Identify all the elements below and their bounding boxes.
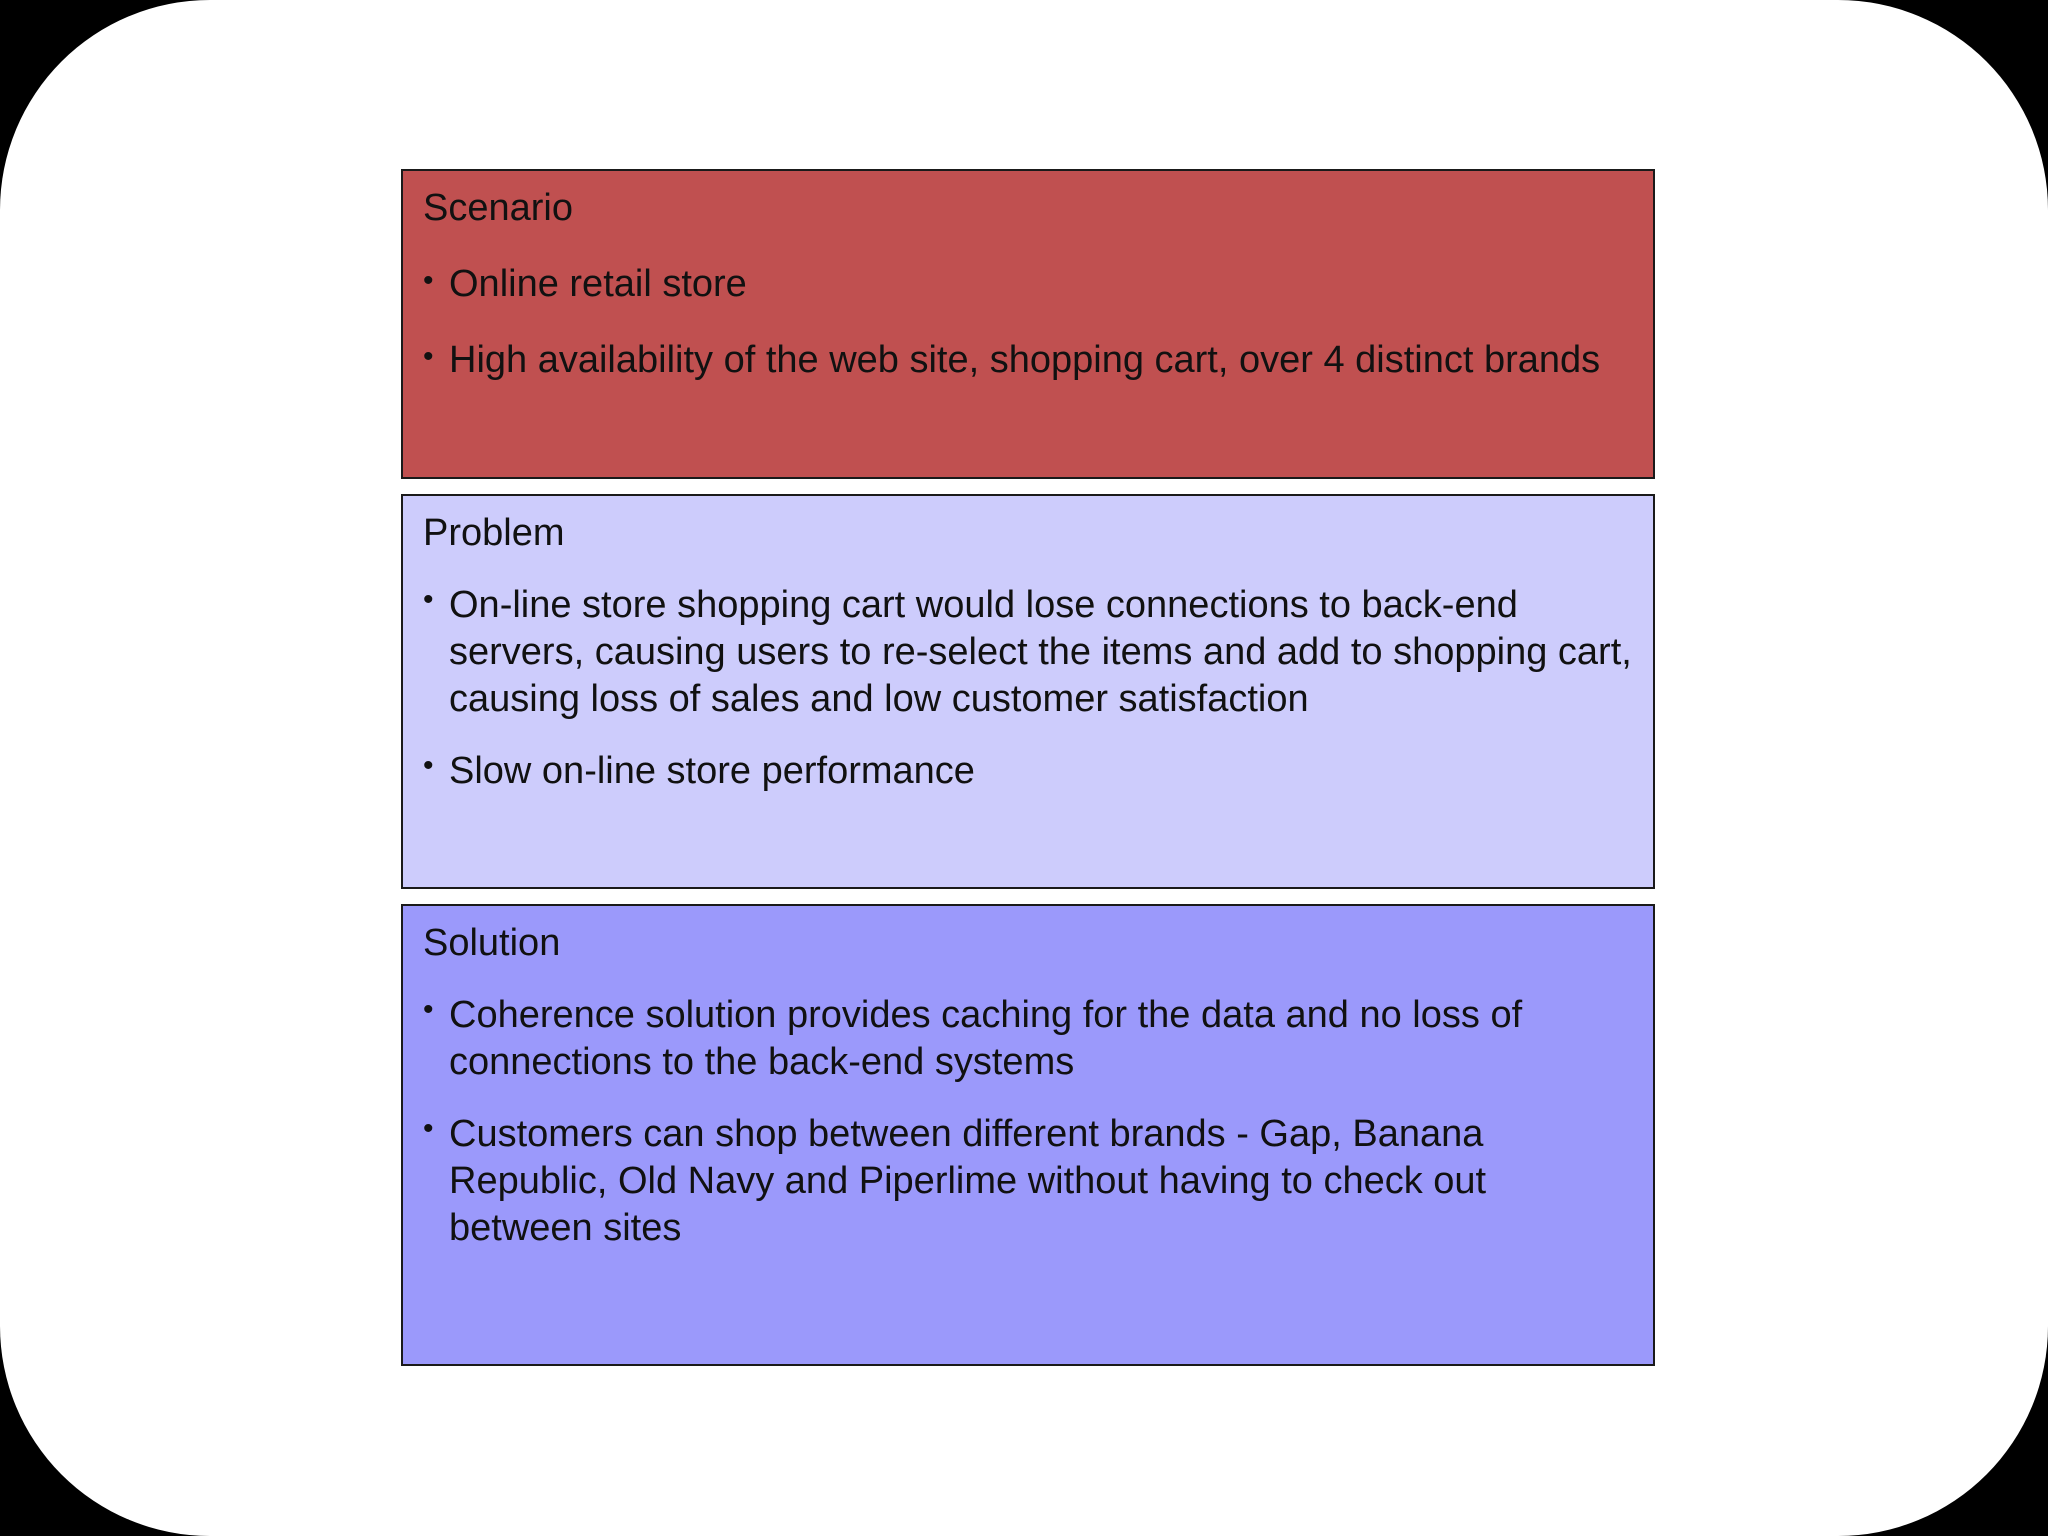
solution-bullet-2 xyxy=(423,1111,1633,1252)
solution-bullet-1-text: Coherence solution provides caching for the data and no loss of connections to the back-end systems xyxy=(449,994,1523,1083)
scenario-bullet-list xyxy=(423,257,1633,384)
scenario-box xyxy=(401,169,1655,479)
bullet-icon: • xyxy=(423,749,434,782)
solution-title: Solution xyxy=(423,922,561,964)
bullet-icon: • xyxy=(423,583,434,616)
scenario-bullet-2-text: High availability of the web site, shopping cart, over 4 distinct brands xyxy=(449,339,1601,381)
problem-bullet-1-text: On-line store shopping cart would lose connections to back-end servers, causing users to re-select the items and add to shopping cart, causing loss of sales and low customer satisfaction xyxy=(449,584,1632,720)
scenario-bullet-2 xyxy=(423,333,1633,384)
bullet-icon: • xyxy=(423,340,434,373)
scenario-bullet-1 xyxy=(423,257,1633,308)
problem-box xyxy=(401,494,1655,889)
solution-box xyxy=(401,904,1655,1366)
problem-bullet-2 xyxy=(423,748,1633,795)
problem-bullet-1 xyxy=(423,582,1633,723)
scenario-title: Scenario xyxy=(423,187,573,229)
solution-bullet-2-text: Customers can shop between different brands - Gap, Banana Republic, Old Navy and Piperlime without having to check out between sites xyxy=(449,1113,1487,1249)
bullet-icon: • xyxy=(423,264,434,297)
scenario-bullet-1-text: Online retail store xyxy=(449,263,747,305)
solution-bullet-1 xyxy=(423,992,1633,1086)
solution-bullet-list xyxy=(423,992,1633,1252)
problem-title: Problem xyxy=(423,512,565,554)
problem-bullet-list xyxy=(423,582,1633,795)
bullet-icon: • xyxy=(423,1112,434,1145)
bullet-icon: • xyxy=(423,993,434,1026)
problem-bullet-2-text: Slow on-line store performance xyxy=(449,750,975,792)
